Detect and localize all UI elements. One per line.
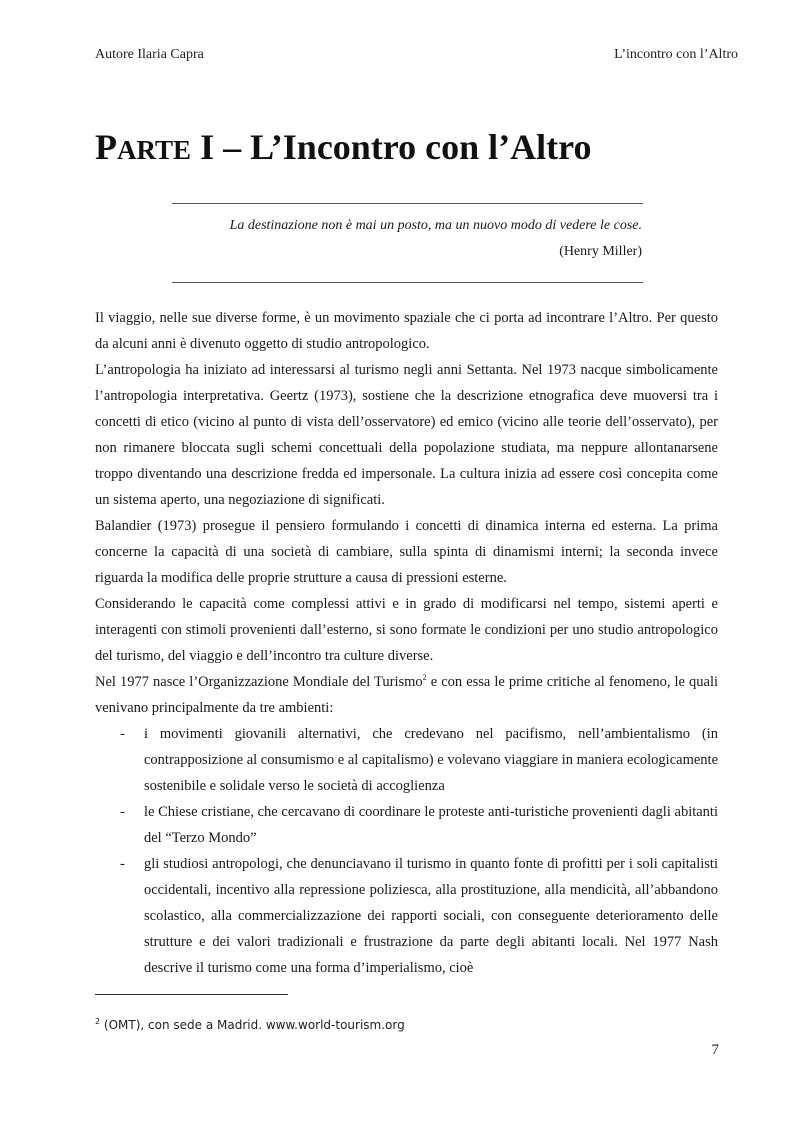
epigraph-bottom-rule [172,282,643,283]
footnote-ref[interactable]: 2 [422,673,427,682]
running-header-chapter: L’incontro con l’Altro [614,47,738,62]
critics-list [95,721,718,981]
paragraph-omt [95,669,718,721]
paragraph: Il viaggio, nelle sue diverse forme, è un movimento spaziale che ci porta ad incontrare l’Altro. Per questo da alcuni anni è divenuto oggetto di studio antropologico. [95,310,718,352]
list-item: - i movimenti giovanili alternativi, che credevano nel pacifismo, nell’ambientalismo (in contrapposizione al consumismo e al capitalismo) e volevano viaggiare in maniera ecologicamente sostenibile e solidale verso le società di accoglienza [95,721,718,799]
paragraph: L’antropologia ha iniziato ad interessarsi al turismo negli anni Settanta. Nel 1973 nacque simbolicamente l’antropologia interpretativa. Geertz (1973), sostiene che la descrizione etnografica deve muoversi tra i concetti di etico (vicino al punto di vista dell’osservatore) ed emico (vicino alle teorie dell’osservato), per non rimanere bloccata sugli schemi concettuali della popolazione studiata, ma neppure allontanarsene troppo diventando una descrizione fredda ed impersonale. La cultura inizia ad essere così concepita come un sistema aperto, una negoziazione di significati. [95,362,718,508]
paragraph: Considerando le capacità come complessi attivi e in grado di modificarsi nel tempo, sistemi aperti e interagenti con stimoli provenienti dall’esterno, si sono formate le condizioni per uno studio antropologico del turismo, del viaggio e dell’incontro tra culture diverse. [95,596,718,664]
omt-text-after: e con essa le prime critiche al fenomeno, le quali venivano principalmente da tre ambienti: [95,674,719,716]
title-rest: I – L’Incontro con l’Altro [191,127,592,167]
chapter-title [95,128,591,168]
epigraph-author: (Henry Miller) [559,244,642,259]
list-item: - le Chiese cristiane, che cercavano di coordinare le proteste anti-turistiche provenienti dagli abitanti del “Terzo Mondo” [95,799,718,851]
page-number: 7 [711,1042,719,1058]
epigraph-quote: La destinazione non è mai un posto, ma un nuovo modo di vedere le cose. [229,218,642,233]
footnote-text: (OMT), con sede a Madrid. www.world-tourism.org [100,1018,405,1032]
title-smallcaps: ARTE [117,135,192,165]
paragraph: Balandier (1973) prosegue il pensiero formulando i concetti di dinamica interna ed esterna. La prima concerne la capacità di una società di cambiare, sulla spinta di dinamismi interni; la seconda invece riguarda la modifica delle proprie strutture a causa di pressioni esterne. [95,518,718,586]
footnote [95,1017,405,1032]
list-item: - gli studiosi antropologi, che denunciavano il turismo in quanto fonte di profitti per i soli capitalisti occidentali, incentivo alla repressione poliziesca, alla prostituzione, alla mendicità, all’abbandono scolastico, alla commercializzazione dei rapporti sociali, con conseguente deterioramento delle strutture e dei valori tradizionali e frustrazione da parte degli abitanti locali. Nel 1977 Nash descrive il turismo come una forma d’imperialismo, cioè [95,851,718,981]
footnote-rule [95,994,288,995]
footnote-number: 2 [95,1017,101,1026]
omt-text-before: Nel 1977 nasce l’Organizzazione Mondiale del Turismo [95,674,423,690]
title-initial: P [95,127,117,167]
running-header-author: Autore Ilaria Capra [95,47,204,62]
body-text [95,305,718,981]
epigraph-top-rule [172,203,643,204]
